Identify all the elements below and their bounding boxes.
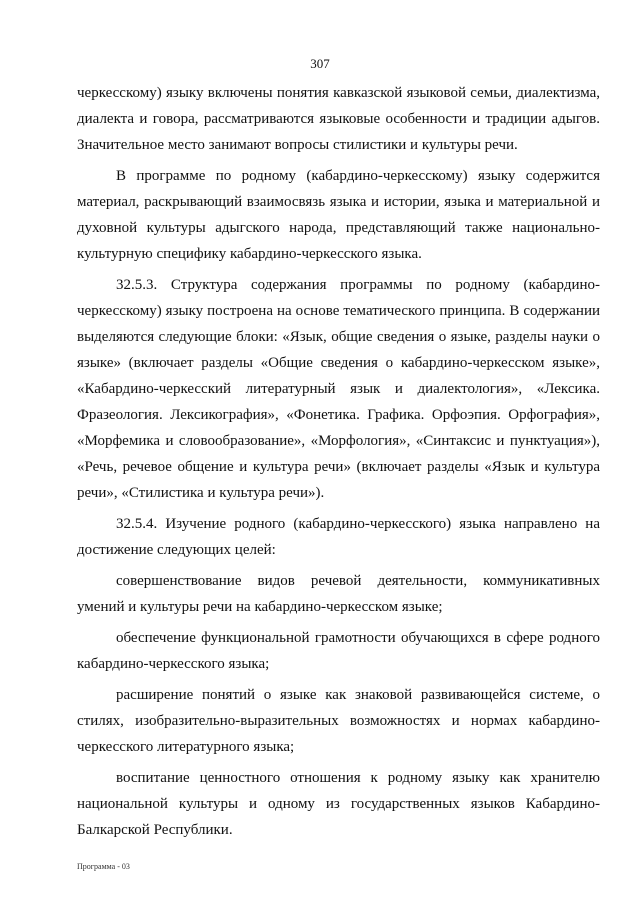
section-paragraph-32-5-4: 32.5.4. Изучение родного (кабардино-черкесского) языка направлено на достижение следующих целей:	[77, 516, 600, 558]
section-paragraph-32-5-3: 32.5.3. Структура содержания программы по родному (кабардино-черкесскому) языку построена на основе тематического принципа. В содержании выделяются следующие блоки: «Язык, общие сведения о языке, разделы науки о языке» (включает разделы «Общие сведения о кабардино-черкесском языке», «Кабардино-черкесский литературный язык и диалектология», «Лексика. Фразеология. Лексикография», «Фонетика. Графика. Орфоэпия. Орфография», «Морфемика и словообразование», «Морфология», «Синтаксис и пунктуация»), «Речь, речевое общение и культура речи» (включает разделы «Язык и культура речи», «Стилистика и культура речи»).	[77, 277, 600, 501]
paragraph: В программе по родному (кабардино-черкесскому) языку содержится материал, раскрывающий взаимосвязь языка и истории, языка и материальной и духовной культуры адыгского народа, представляющий также национально-культурную специфику кабардино-черкесского языка.	[77, 168, 600, 262]
page-number: 307	[310, 56, 330, 71]
body-text	[77, 80, 600, 843]
goal-list-item: совершенствование видов речевой деятельности, коммуникативных умений и культуры речи на кабардино-черкесском языке;	[77, 573, 600, 615]
goal-list-item: расширение понятий о языке как знаковой развивающейся системе, о стилях, изобразительно-выразительных возможностях и нормах кабардино-черкесского литературного языка;	[77, 687, 600, 755]
footer-label: Программа - 03	[77, 862, 130, 871]
goal-list-item: воспитание ценностного отношения к родному языку как хранителю национальной культуры и одному из государственных языков Кабардино-Балкарской Республики.	[77, 770, 600, 838]
paragraph: черкесскому) языку включены понятия кавказской языковой семьи, диалектизма, диалекта и говора, рассматриваются языковые особенности и традиции адыгов. Значительное место занимают вопросы стилистики и культуры речи.	[77, 85, 600, 153]
goal-list-item: обеспечение функциональной грамотности обучающихся в сфере родного кабардино-черкесского языка;	[77, 630, 600, 672]
